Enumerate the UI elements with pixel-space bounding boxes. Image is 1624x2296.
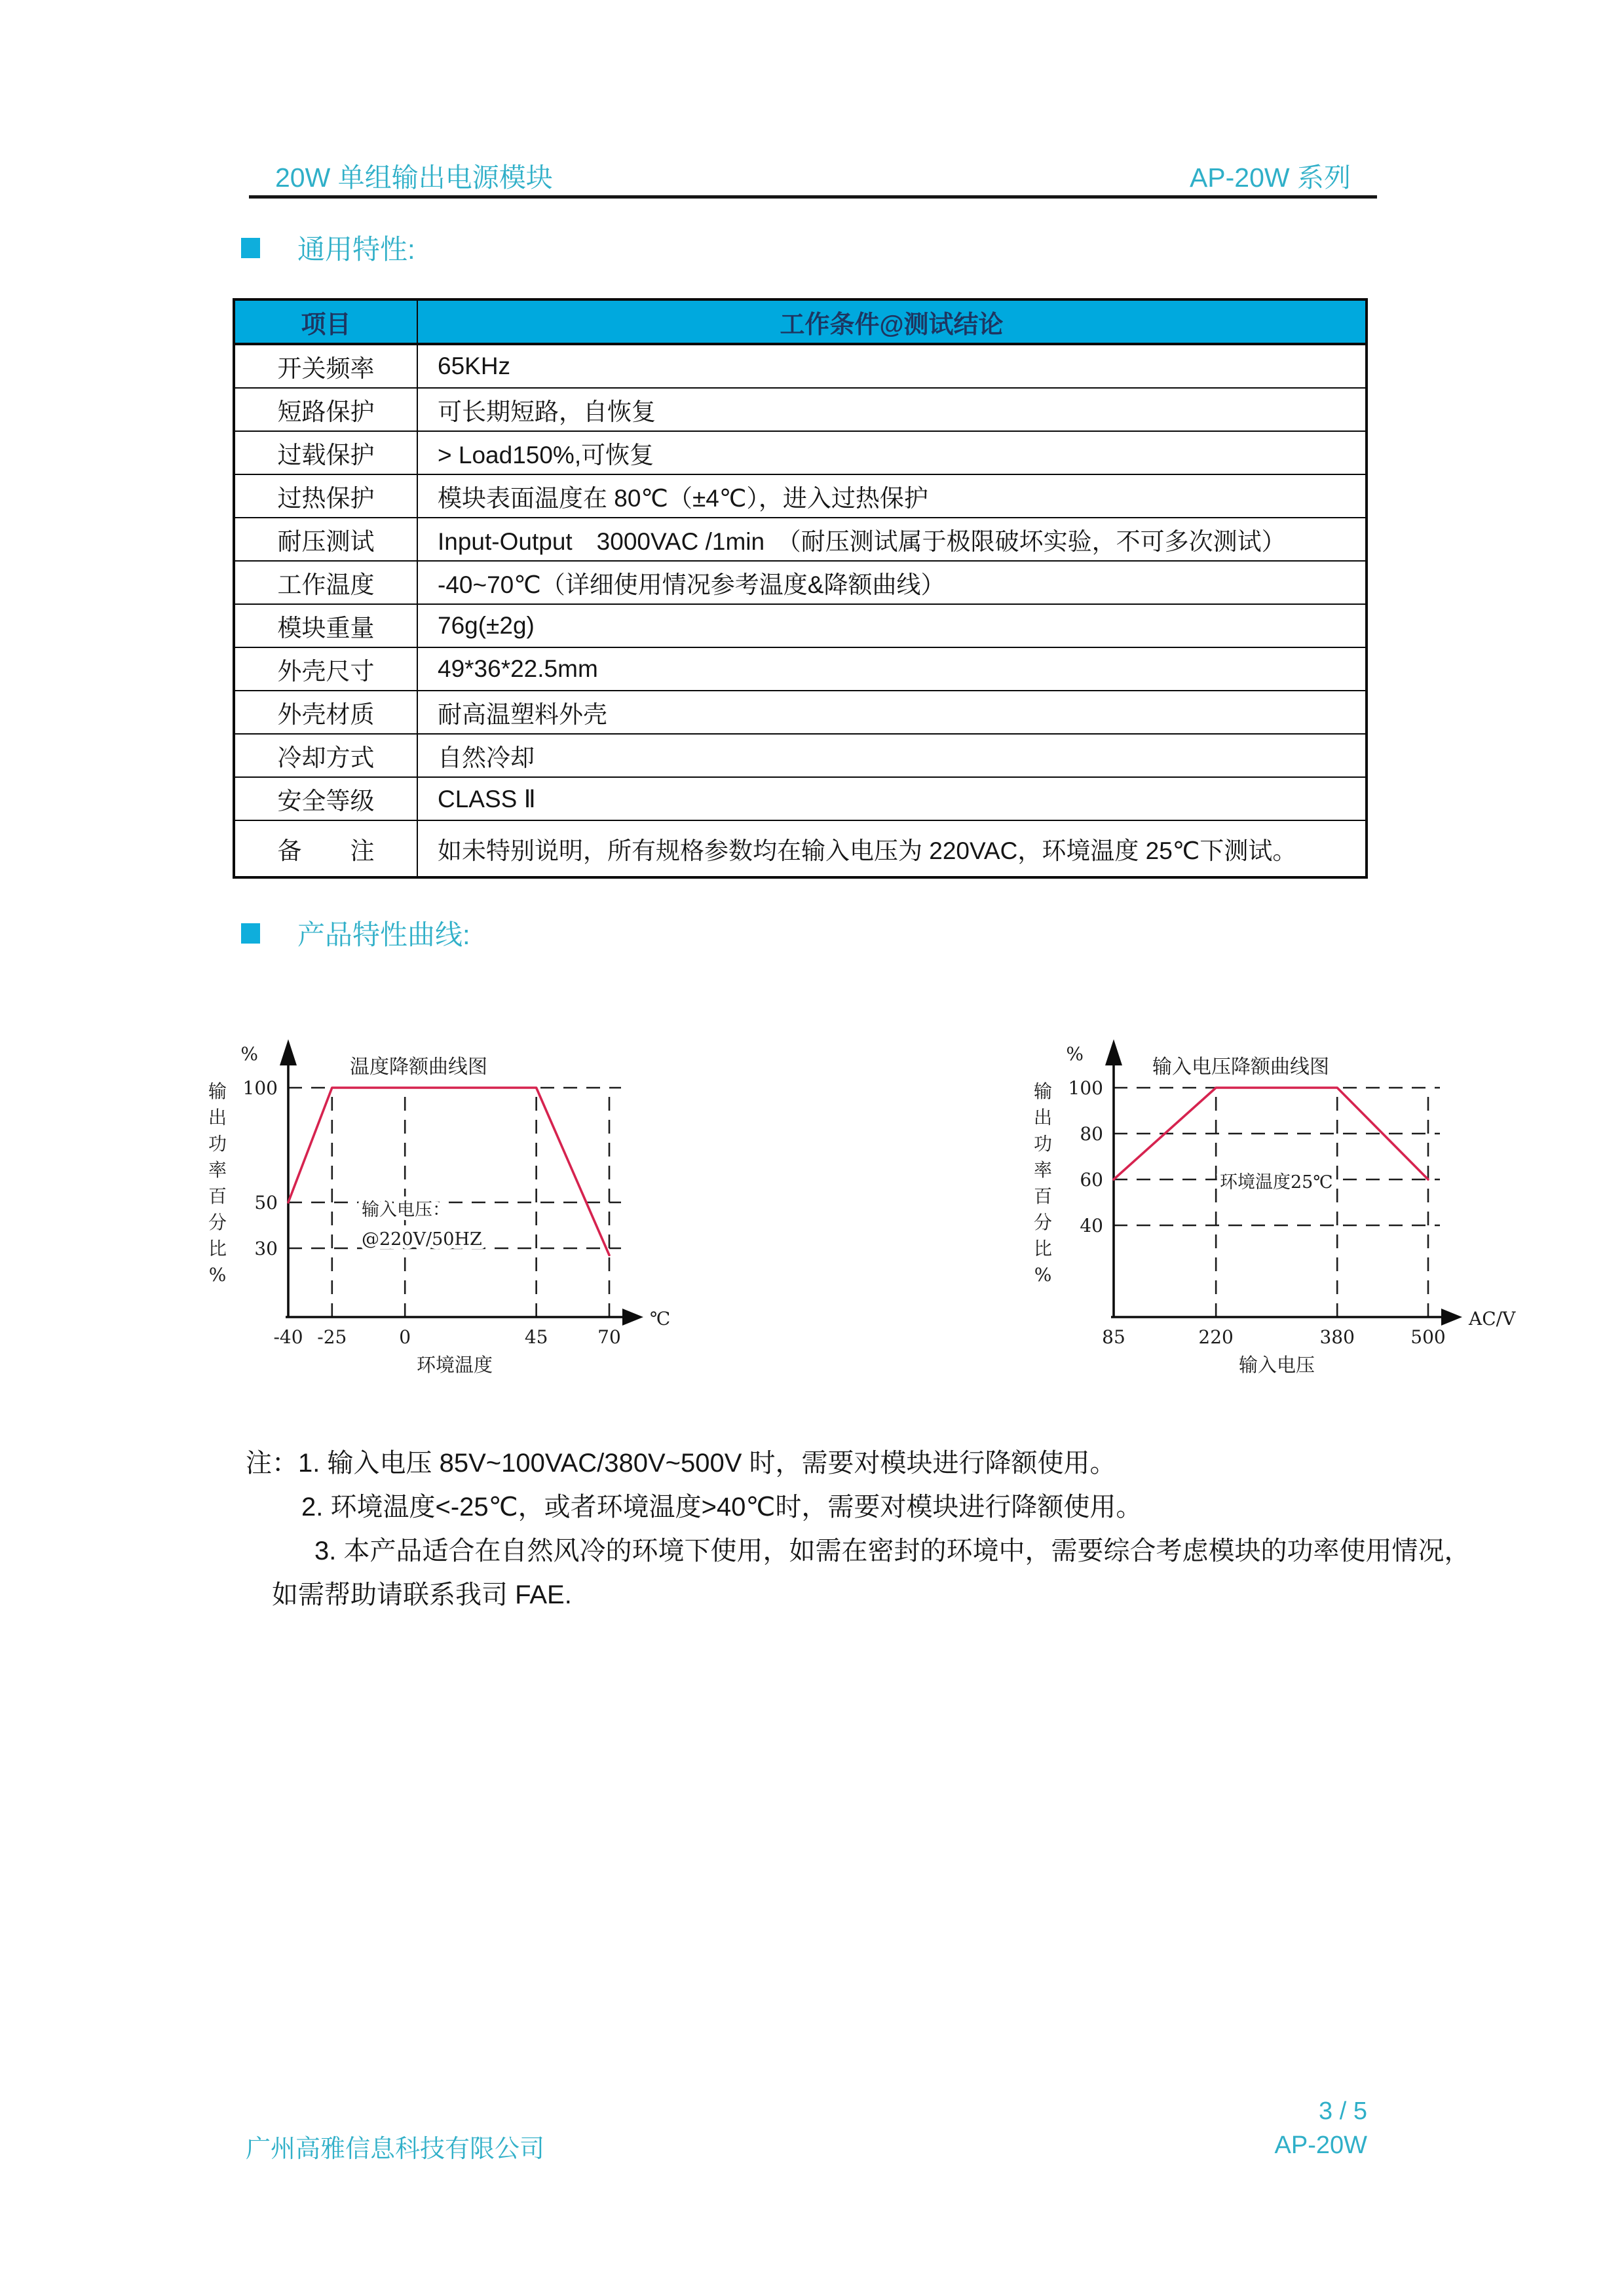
temperature-derating-chart [190,1029,688,1396]
svg-text:40: 40 [1080,1215,1103,1236]
note-line: 3. 本产品适合在自然风冷的环境下使用，如需在密封的环境中，需要综合考虑模块的功率使用情况， [314,1537,1471,1565]
spec-table-row [234,388,1367,431]
svg-text:100: 100 [1068,1077,1103,1099]
svg-text:℃: ℃ [650,1308,671,1330]
svg-text:-40: -40 [273,1326,303,1348]
spec-item-value: 如未特别说明，所有规格参数均在输入电压为 220VAC，环境温度 25℃下测试。 [417,820,1367,877]
svg-text:220: 220 [1198,1326,1234,1348]
input-voltage-derating-chart [1009,1029,1526,1396]
footer-company: 广州高雅信息科技有限公司 [246,2135,545,2163]
svg-text:分: 分 [1033,1212,1053,1233]
svg-text:45: 45 [524,1326,548,1348]
doc-title-series: AP-20W 系列 [1189,163,1351,193]
svg-text:AC/V: AC/V [1469,1308,1516,1330]
svg-text:出: 出 [1033,1107,1053,1128]
svg-text:%: % [1034,1264,1052,1286]
spec-table-row [234,518,1367,561]
notes-block [246,1442,1471,1617]
svg-text:输: 输 [1033,1081,1053,1102]
spec-table-row [234,820,1367,877]
note-line: 如需帮助请联系我司 FAE. [272,1580,572,1609]
svg-text:%: % [240,1043,258,1065]
spec-table-row [234,734,1367,777]
spec-item-label: 过热保护 [234,474,417,518]
spec-table-row [234,647,1367,691]
section-title-curves: 产品特性曲线: [297,919,470,950]
svg-text:比: 比 [1033,1238,1053,1259]
doc-title-product: 20W 单组输出电源模块 [275,163,553,193]
svg-text:比: 比 [208,1238,227,1259]
svg-text:输入电压: 输入电压 [1238,1354,1315,1376]
svg-text:输: 输 [208,1081,227,1102]
footer-page-number: 3 / 5 [1319,2097,1367,2125]
svg-text:出: 出 [208,1107,227,1128]
svg-text:率: 率 [1033,1159,1053,1181]
spec-table [233,298,1368,879]
square-bullet-icon [241,238,260,258]
spec-item-label: 安全等级 [234,777,417,820]
svg-text:环境温度: 环境温度 [416,1354,493,1376]
spec-item-label: 模块重量 [234,604,417,647]
spec-item-value: 模块表面温度在 80℃（±4℃），进入过热保护 [417,474,1367,518]
spec-table-header-row [234,299,1367,344]
svg-text:@220V/50HZ: @220V/50HZ [362,1229,482,1250]
spec-item-value: 可长期短路，自恢复 [417,388,1367,431]
spec-item-value: 耐高温塑料外壳 [417,691,1367,734]
spec-item-value: Input-Output 3000VAC /1min （耐压测试属于极限破坏实验，不可多次测试） [417,518,1367,561]
spec-item-label: 外壳材质 [234,691,417,734]
spec-table-row [234,604,1367,647]
svg-text:380: 380 [1319,1326,1355,1348]
header-divider [249,195,1377,199]
spec-item-value: -40~70℃（详细使用情况参考温度&降额曲线） [417,561,1367,604]
spec-item-label: 外壳尺寸 [234,647,417,691]
svg-text:百: 百 [208,1185,227,1207]
square-bullet-icon [241,923,260,944]
svg-text:功: 功 [208,1133,227,1155]
spec-item-value: > Load150%,可恢复 [417,431,1367,474]
svg-text:%: % [1066,1043,1084,1065]
spec-table-row [234,474,1367,518]
spec-table-row [234,561,1367,604]
spec-item-label: 工作温度 [234,561,417,604]
svg-text:60: 60 [1080,1169,1103,1191]
section-title-general: 通用特性: [297,234,415,265]
spec-table-row [234,344,1367,388]
svg-text:50: 50 [254,1192,278,1214]
svg-text:70: 70 [597,1326,621,1348]
svg-text:分: 分 [208,1212,227,1233]
spec-item-label: 耐压测试 [234,518,417,561]
spec-item-value: CLASS Ⅱ [417,777,1367,820]
svg-text:0: 0 [399,1326,411,1348]
spec-item-label: 开关频率 [234,344,417,388]
spec-item-value: 自然冷却 [417,734,1367,777]
note-line: 2. 环境温度<-25℃，或者环境温度>40℃时，需要对模块进行降额使用。 [301,1493,1142,1521]
spec-table-row [234,777,1367,820]
spec-item-value: 76g(±2g) [417,604,1367,647]
section-general-characteristics [241,228,415,267]
spec-item-label: 备 注 [234,820,417,877]
spec-table-header-item: 项目 [234,299,417,344]
svg-text:百: 百 [1033,1185,1053,1207]
svg-text:环境温度25℃: 环境温度25℃ [1220,1172,1333,1193]
spec-item-label: 过载保护 [234,431,417,474]
spec-table-row [234,691,1367,734]
svg-text:率: 率 [208,1159,227,1181]
section-product-curves [241,913,470,953]
spec-item-value: 65KHz [417,344,1367,388]
spec-table-header-condition: 工作条件@测试结论 [417,299,1367,344]
svg-text:30: 30 [254,1238,278,1259]
spec-table-row [234,431,1367,474]
svg-text:温度降额曲线图: 温度降额曲线图 [350,1056,487,1079]
footer-right-block [1275,2094,1367,2162]
svg-text:输入电压降额曲线图: 输入电压降额曲线图 [1152,1056,1329,1079]
svg-text:功: 功 [1033,1133,1053,1155]
note-line: 注：1. 输入电压 85V~100VAC/380V~500V 时，需要对模块进行降额使用。 [246,1449,1116,1478]
svg-text:输入电压：: 输入电压： [362,1200,450,1220]
spec-item-label: 短路保护 [234,388,417,431]
footer-series: AP-20W [1274,2132,1367,2159]
spec-item-label: 冷却方式 [234,734,417,777]
svg-text:-25: -25 [317,1326,347,1348]
svg-text:80: 80 [1080,1123,1103,1145]
spec-item-value: 49*36*22.5mm [417,647,1367,691]
svg-text:85: 85 [1102,1326,1125,1348]
doc-header [275,156,1351,195]
svg-text:%: % [208,1264,227,1286]
svg-text:500: 500 [1410,1326,1446,1348]
svg-text:100: 100 [242,1077,278,1099]
